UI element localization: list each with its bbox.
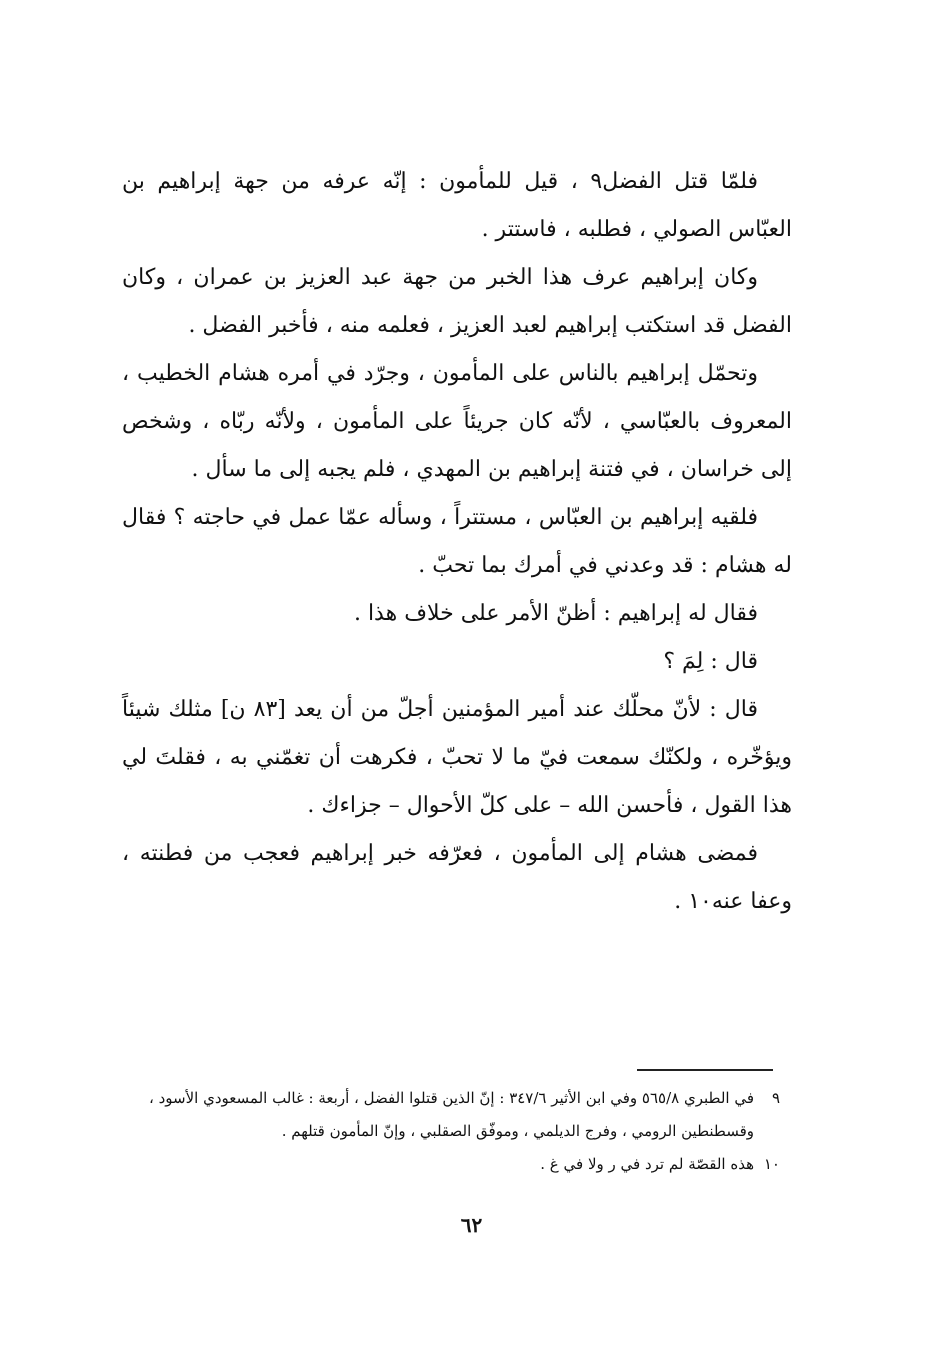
paragraph: فلمّا قتل الفضل٩ ، قيل للمأمون : إنّه عرفه من جهة إبراهيم بن العبّاس الصولي ، فطلبه ، فاستتر . — [122, 169, 792, 242]
footnote-number: ١٠ — [763, 1155, 780, 1173]
page-number: ٦٢ — [460, 1213, 483, 1237]
paragraph: وكان إبراهيم عرف هذا الخبر من جهة عبد العزيز بن عمران ، وكان الفضل قد استكتب إبراهيم لعبد العزيز ، فعلمه منه ، فأخبر الفضل . — [122, 265, 792, 338]
footnote — [110, 1148, 780, 1181]
footnote-divider — [637, 1069, 773, 1071]
footnote-number: ٩ — [771, 1089, 780, 1107]
footnote-text: في الطبري ٥٦٥/٨ وفي ابن الأثير ٣٤٧/٦ : إنّ الذين قتلوا الفضل ، أربعة : غالب المسعودي الأسود ، وقسطنطين الرومي ، وفرج الديلمي ، وموفّق الصقلبي ، وإنّ المأمون قتلهم . — [149, 1089, 754, 1140]
footnote — [110, 1082, 780, 1148]
footnote-text: هذه القصّة لم ترد في ر ولا في غ . — [540, 1155, 754, 1173]
paragraph: فمضى هشام إلى المأمون ، فعرّفه خبر إبراهيم فعجب من فطنته ، وعفا عنه١٠ . — [122, 841, 792, 914]
main-text — [122, 158, 792, 926]
paragraph: قال : لِمَ ؟ — [663, 649, 758, 674]
paragraph: فلقيه إبراهيم بن العبّاس ، مستتراً ، وسأله عمّا عمل في حاجته ؟ فقال له هشام : قد وعدني في أمرك بما تحبّ . — [122, 505, 792, 578]
footnotes — [110, 1082, 780, 1181]
paragraph: وتحمّل إبراهيم بالناس على المأمون ، وجرّد في أمره هشام الخطيب ، المعروف بالعبّاسي ، لأنّه كان جريئاً على المأمون ، ولأنّه ربّاه ، وشخص إلى خراسان ، في فتنة إبراهيم بن المهدي ، فلم يجبه إلى ما سأل . — [122, 361, 792, 482]
paragraph: قال : لأنّ محلّك عند أمير المؤمنين أجلّ من أن يعد [٨٣ ن] مثلك شيئاً ويؤخّره ، ولكنّك سمعت فيّ ما لا تحبّ ، فكرهت أن تغمّني به ، فقلتَ لي هذا القول ، فأحسن الله – على كلّ الأحوال – جزاءك . — [122, 697, 792, 818]
paragraph: فقال له إبراهيم : أظنّ الأمر على خلاف هذا . — [353, 601, 758, 626]
